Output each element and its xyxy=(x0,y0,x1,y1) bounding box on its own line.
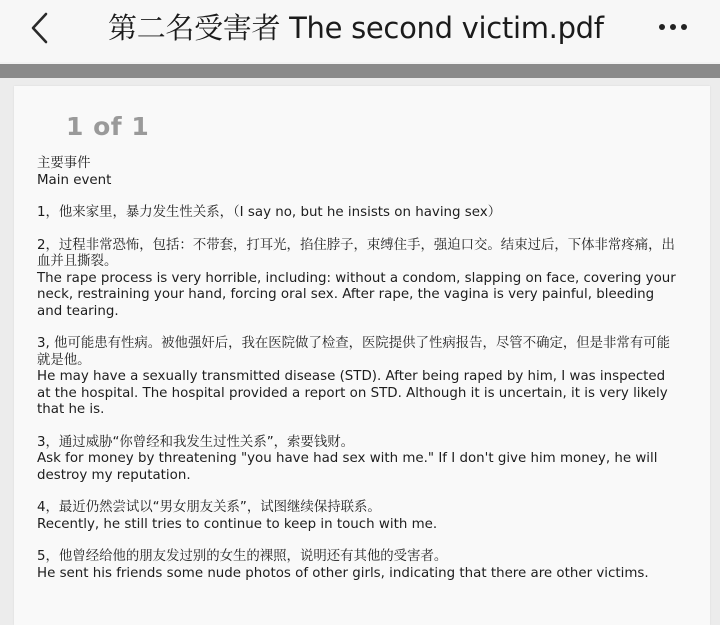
item-3-zh: 3, 他可能患有性病。被他强奸后，我在医院做了检查，医院提供了性病报告，尽管不确定，但是非常有可能就是他。 xyxy=(37,336,670,368)
item-6-zh: 5，他曾经给他的朋友发过别的女生的裸照，说明还有其他的受害者。 xyxy=(37,549,448,564)
item-2-en: The rape process is very horrible, including: without a condom, slapping on face, covering your neck, restraining your hand, forcing oral sex. After rape, the vagina is very painful, bleeding and tearing. xyxy=(37,270,676,319)
document-title: 第二名受害者 The second victim.pdf xyxy=(108,11,604,45)
item-5-en: Recently, he still tries to continue to keep in touch with me. xyxy=(37,516,438,532)
chevron-left-icon xyxy=(29,11,49,45)
item-6-en: He sent his friends some nude photos of other girls, indicating that there are other victims. xyxy=(37,565,649,581)
progress-bar xyxy=(0,64,720,78)
item-3-en: He may have a sexually transmitted disease (STD). After being raped by him, I was inspected at the hospital. The hospital provided a report on STD. Although it is uncertain, it is very likely that he is. xyxy=(37,369,668,417)
item-2-zh: 2，过程非常恐怖，包括：不带套，打耳光，掐住脖子，束缚住手，强迫口交。结束过后，下体非常疼痛，出血并且撕裂。 xyxy=(37,237,675,269)
item-4-zh: 3，通过威胁“你曾经和我发生过性关系”，索要钱财。 xyxy=(37,434,354,450)
heading-zh: 主要事件 xyxy=(37,156,91,171)
top-bar xyxy=(0,0,720,62)
document-content xyxy=(37,156,677,582)
item-5-zh: 4，最近仍然尝试以“男女朋友关系”，试图继续保持联系。 xyxy=(37,500,381,515)
item-1-zh: 1，他来家里，暴力发生性关系，（I say no, but he insists on having sex） xyxy=(37,205,502,220)
item-4-en: Ask for money by threatening "you have had sex with me." If I don't give him money, he will destroy my reputation. xyxy=(37,451,658,483)
more-options-button[interactable] xyxy=(650,12,696,42)
page-indicator: 1 of 1 xyxy=(66,112,150,141)
more-horizontal-icon xyxy=(659,24,665,30)
heading-en: Main event xyxy=(37,172,112,188)
back-button[interactable] xyxy=(22,8,56,48)
